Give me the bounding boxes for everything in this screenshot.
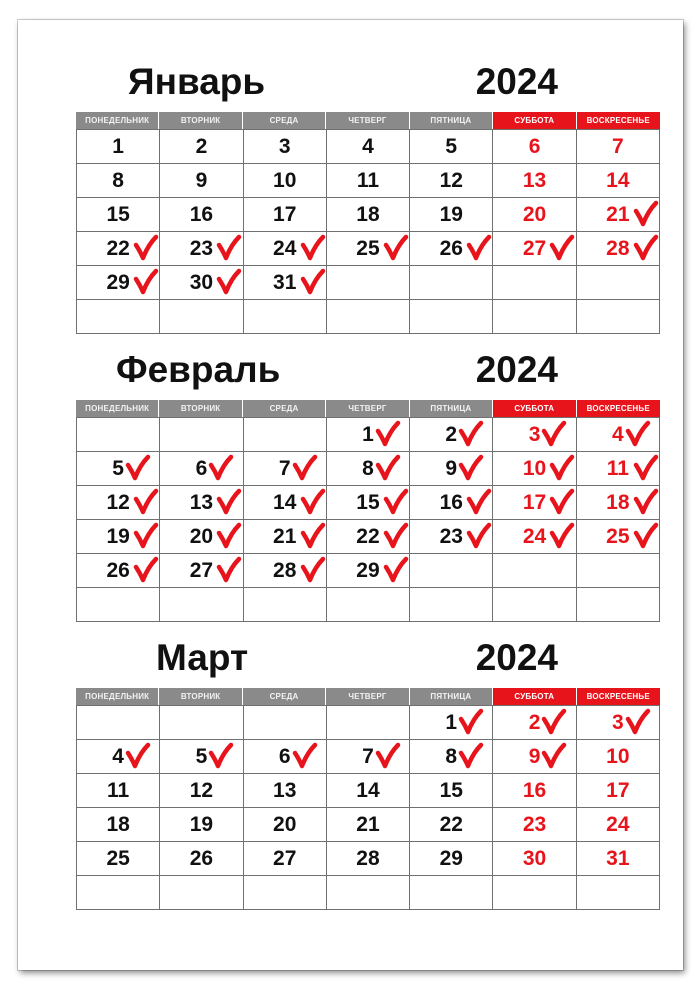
empty-cell (327, 588, 410, 622)
week-row (77, 266, 660, 300)
month-name: Январь (128, 61, 266, 102)
week-row (77, 452, 660, 486)
day-cell[interactable] (327, 520, 410, 554)
weekday-header: ПОНЕДЕЛЬНИК (76, 112, 159, 129)
day-number: 1 (445, 710, 458, 734)
day-number: 8 (445, 744, 458, 768)
day-number: 4 (112, 744, 124, 768)
day-cell[interactable] (77, 554, 160, 588)
day-cell[interactable] (327, 740, 410, 774)
day-number: 10 (606, 744, 630, 768)
day-grid (76, 417, 660, 622)
day-cell[interactable] (410, 706, 493, 740)
day-number: 22 (356, 524, 380, 548)
day-number: 5 (112, 456, 124, 480)
day-cell[interactable] (327, 130, 410, 164)
empty-cell (77, 876, 160, 910)
day-number: 25 (106, 846, 130, 870)
day-cell[interactable] (244, 842, 327, 876)
day-cell[interactable] (493, 130, 576, 164)
empty-cell (493, 266, 576, 300)
weekday-header: ВОСКРЕСЕНЬЕ (577, 112, 660, 129)
empty-cell (244, 418, 327, 452)
empty-cell (577, 554, 660, 588)
day-grid (76, 129, 660, 334)
day-number: 15 (439, 778, 463, 802)
day-number: 9 (528, 744, 541, 768)
day-cell[interactable] (77, 808, 160, 842)
day-number: 9 (445, 456, 458, 480)
month-year: 2024 (475, 637, 558, 678)
day-number: 4 (362, 134, 374, 158)
empty-cell (244, 876, 327, 910)
empty-cell (410, 588, 493, 622)
day-number: 20 (522, 202, 547, 226)
day-number: 26 (439, 236, 463, 260)
day-number: 28 (356, 846, 380, 870)
day-number: 20 (189, 524, 214, 548)
day-cell[interactable] (160, 808, 243, 842)
day-cell[interactable] (327, 418, 410, 452)
weekday-header-row (76, 400, 660, 417)
weekday-header: СРЕДА (243, 112, 326, 129)
day-cell[interactable] (493, 520, 576, 554)
day-cell[interactable] (160, 130, 243, 164)
day-cell[interactable] (77, 232, 160, 266)
day-number: 2 (528, 710, 541, 734)
day-cell[interactable] (244, 554, 327, 588)
empty-cell (493, 300, 576, 334)
weekday-header: СУББОТА (493, 112, 576, 129)
day-cell[interactable] (493, 740, 576, 774)
day-cell[interactable] (244, 164, 327, 198)
day-cell[interactable] (577, 486, 660, 520)
day-cell[interactable] (577, 740, 660, 774)
week-row (77, 842, 660, 876)
weekday-header: ВТОРНИК (159, 112, 242, 129)
day-number: 6 (195, 456, 208, 480)
day-cell[interactable] (410, 198, 493, 232)
week-row (77, 774, 660, 808)
day-cell[interactable] (577, 774, 660, 808)
empty-cell (577, 266, 660, 300)
empty-cell (244, 588, 327, 622)
day-cell[interactable] (244, 520, 327, 554)
day-number: 17 (522, 490, 547, 514)
day-cell[interactable] (577, 706, 660, 740)
weekday-header: ВТОРНИК (159, 400, 242, 417)
day-cell[interactable] (493, 164, 576, 198)
day-number: 15 (356, 490, 380, 514)
day-number: 16 (439, 490, 463, 514)
month-block (76, 636, 660, 910)
day-number: 2 (195, 134, 208, 158)
day-cell[interactable] (410, 808, 493, 842)
day-number: 9 (195, 168, 208, 192)
day-number: 14 (356, 778, 380, 802)
week-row (77, 706, 660, 740)
day-cell[interactable] (410, 164, 493, 198)
day-number: 28 (273, 558, 297, 582)
weekday-header: ПОНЕДЕЛЬНИК (76, 688, 159, 705)
day-number: 25 (606, 524, 630, 548)
day-cell[interactable] (77, 520, 160, 554)
day-number: 23 (189, 236, 214, 260)
day-number: 12 (439, 168, 463, 192)
empty-cell (410, 554, 493, 588)
day-cell[interactable] (244, 130, 327, 164)
weekday-header: ПЯТНИЦА (410, 112, 493, 129)
week-row (77, 588, 660, 622)
week-row (77, 300, 660, 334)
weekday-header: ВТОРНИК (159, 688, 242, 705)
day-cell[interactable] (160, 232, 243, 266)
day-cell[interactable] (410, 232, 493, 266)
day-cell[interactable] (410, 130, 493, 164)
day-cell[interactable] (410, 740, 493, 774)
day-cell[interactable] (577, 452, 660, 486)
day-number: 12 (106, 490, 130, 514)
empty-cell (77, 588, 160, 622)
weekday-header: ЧЕТВЕРГ (326, 688, 409, 705)
day-number: 6 (528, 134, 541, 158)
day-number: 29 (439, 846, 463, 870)
day-cell[interactable] (160, 198, 243, 232)
day-cell[interactable] (244, 808, 327, 842)
weekday-header: ВОСКРЕСЕНЬЕ (577, 400, 660, 417)
day-cell[interactable] (493, 486, 576, 520)
day-number: 14 (606, 168, 630, 192)
day-number: 3 (611, 710, 624, 734)
day-cell[interactable] (160, 164, 243, 198)
day-number: 2 (445, 422, 458, 446)
day-cell[interactable] (577, 808, 660, 842)
day-number: 27 (189, 558, 214, 582)
day-number: 30 (189, 270, 214, 294)
day-cell[interactable] (244, 740, 327, 774)
day-number: 21 (356, 812, 380, 836)
day-number: 22 (439, 812, 463, 836)
day-number: 29 (356, 558, 380, 582)
month-name: Февраль (116, 349, 281, 390)
day-cell[interactable] (327, 808, 410, 842)
day-number: 15 (106, 202, 130, 226)
month-header (76, 60, 660, 112)
day-cell[interactable] (77, 266, 160, 300)
empty-cell (77, 706, 160, 740)
day-number: 10 (522, 456, 547, 480)
day-number: 27 (273, 846, 297, 870)
day-number: 30 (522, 846, 547, 870)
day-cell[interactable] (244, 774, 327, 808)
day-number: 31 (273, 270, 297, 294)
day-cell[interactable] (577, 842, 660, 876)
month-header (76, 636, 660, 688)
day-number: 13 (273, 778, 297, 802)
day-cell[interactable] (327, 232, 410, 266)
day-cell[interactable] (410, 418, 493, 452)
day-number: 18 (106, 812, 130, 836)
day-number: 7 (611, 134, 624, 158)
day-cell[interactable] (244, 198, 327, 232)
day-cell[interactable] (77, 452, 160, 486)
day-cell[interactable] (77, 842, 160, 876)
day-cell[interactable] (77, 198, 160, 232)
day-number: 17 (273, 202, 297, 226)
empty-cell (327, 300, 410, 334)
day-number: 27 (522, 236, 547, 260)
day-number: 18 (606, 490, 630, 514)
empty-cell (327, 876, 410, 910)
day-number: 6 (278, 744, 291, 768)
day-number: 31 (606, 846, 630, 870)
day-cell[interactable] (244, 452, 327, 486)
day-cell[interactable] (410, 452, 493, 486)
day-cell[interactable] (160, 554, 243, 588)
empty-cell (160, 300, 243, 334)
day-number: 18 (356, 202, 380, 226)
day-number: 19 (439, 202, 463, 226)
day-cell[interactable] (160, 842, 243, 876)
day-number: 11 (107, 778, 130, 802)
empty-cell (410, 266, 493, 300)
day-number: 29 (106, 270, 130, 294)
day-cell[interactable] (493, 452, 576, 486)
day-number: 19 (189, 812, 214, 836)
day-cell[interactable] (493, 232, 576, 266)
week-row (77, 876, 660, 910)
week-row (77, 164, 660, 198)
week-row (77, 520, 660, 554)
day-cell[interactable] (160, 486, 243, 520)
month-year: 2024 (475, 349, 558, 390)
day-cell[interactable] (160, 520, 243, 554)
day-cell[interactable] (244, 266, 327, 300)
day-cell[interactable] (77, 164, 160, 198)
day-number: 13 (522, 168, 547, 192)
day-number: 11 (606, 456, 629, 480)
day-cell[interactable] (410, 774, 493, 808)
day-number: 23 (439, 524, 463, 548)
day-number: 7 (278, 456, 291, 480)
weekday-header-row (76, 112, 660, 129)
day-cell[interactable] (327, 554, 410, 588)
day-number: 24 (273, 236, 297, 260)
day-number: 7 (362, 744, 374, 768)
day-grid (76, 705, 660, 910)
weekday-header: ВОСКРЕСЕНЬЕ (577, 688, 660, 705)
week-row (77, 808, 660, 842)
empty-cell (77, 418, 160, 452)
empty-cell (493, 876, 576, 910)
week-row (77, 232, 660, 266)
weekday-header: ПОНЕДЕЛЬНИК (76, 400, 159, 417)
day-cell[interactable] (410, 842, 493, 876)
calendar-sheet (18, 20, 683, 970)
day-number: 21 (606, 202, 630, 226)
day-cell[interactable] (160, 740, 243, 774)
day-cell[interactable] (244, 232, 327, 266)
weekday-header: СРЕДА (243, 400, 326, 417)
empty-cell (410, 300, 493, 334)
day-number: 20 (273, 812, 297, 836)
empty-cell (77, 300, 160, 334)
day-cell[interactable] (327, 774, 410, 808)
weekday-header: СУББОТА (493, 688, 576, 705)
day-cell[interactable] (327, 842, 410, 876)
weekday-header: ЧЕТВЕРГ (326, 112, 409, 129)
day-cell[interactable] (493, 774, 576, 808)
empty-cell (160, 588, 243, 622)
day-cell[interactable] (493, 808, 576, 842)
day-cell[interactable] (160, 774, 243, 808)
empty-cell (327, 706, 410, 740)
day-cell[interactable] (493, 706, 576, 740)
week-row (77, 130, 660, 164)
empty-cell (493, 554, 576, 588)
day-number: 5 (445, 134, 458, 158)
day-number: 12 (189, 778, 214, 802)
day-number: 17 (606, 778, 630, 802)
month-header (76, 348, 660, 400)
weekday-header: СРЕДА (243, 688, 326, 705)
day-cell[interactable] (577, 164, 660, 198)
week-row (77, 554, 660, 588)
day-cell[interactable] (327, 198, 410, 232)
day-number: 24 (606, 812, 630, 836)
empty-cell (577, 300, 660, 334)
empty-cell (244, 300, 327, 334)
day-number: 1 (112, 134, 124, 158)
empty-cell (244, 706, 327, 740)
day-cell[interactable] (493, 418, 576, 452)
day-number: 13 (189, 490, 214, 514)
month-year: 2024 (475, 61, 558, 102)
day-number: 3 (278, 134, 291, 158)
day-number: 26 (189, 846, 214, 870)
day-cell[interactable] (577, 198, 660, 232)
day-number: 22 (106, 236, 130, 260)
day-number: 8 (362, 456, 374, 480)
month-block (76, 60, 660, 334)
day-number: 24 (522, 524, 547, 548)
day-cell[interactable] (493, 198, 576, 232)
day-cell[interactable] (577, 418, 660, 452)
day-number: 5 (195, 744, 208, 768)
weekday-header: ПЯТНИЦА (410, 688, 493, 705)
week-row (77, 198, 660, 232)
day-cell[interactable] (77, 740, 160, 774)
day-cell[interactable] (410, 486, 493, 520)
day-cell[interactable] (577, 130, 660, 164)
day-cell[interactable] (160, 452, 243, 486)
day-number: 8 (112, 168, 124, 192)
empty-cell (160, 706, 243, 740)
day-cell[interactable] (244, 486, 327, 520)
day-cell[interactable] (577, 520, 660, 554)
day-cell[interactable] (327, 452, 410, 486)
empty-cell (493, 588, 576, 622)
day-cell[interactable] (577, 232, 660, 266)
day-number: 21 (273, 524, 297, 548)
day-number: 14 (273, 490, 297, 514)
empty-cell (577, 876, 660, 910)
empty-cell (160, 418, 243, 452)
weekday-header: СУББОТА (493, 400, 576, 417)
day-cell[interactable] (77, 486, 160, 520)
empty-cell (327, 266, 410, 300)
month-block (76, 348, 660, 622)
day-number: 28 (606, 236, 630, 260)
month-name: Март (156, 637, 249, 678)
day-number: 16 (189, 202, 214, 226)
day-cell[interactable] (77, 774, 160, 808)
day-cell[interactable] (493, 842, 576, 876)
day-number: 11 (356, 168, 380, 192)
day-cell[interactable] (327, 486, 410, 520)
day-number: 26 (106, 558, 130, 582)
day-number: 19 (106, 524, 130, 548)
day-number: 1 (362, 422, 374, 446)
day-number: 3 (528, 422, 541, 446)
day-cell[interactable] (160, 266, 243, 300)
day-number: 23 (522, 812, 547, 836)
day-cell[interactable] (327, 164, 410, 198)
empty-cell (410, 876, 493, 910)
week-row (77, 486, 660, 520)
day-number: 16 (522, 778, 547, 802)
weekday-header: ЧЕТВЕРГ (326, 400, 409, 417)
day-number: 25 (356, 236, 380, 260)
week-row (77, 740, 660, 774)
empty-cell (577, 588, 660, 622)
weekday-header: ПЯТНИЦА (410, 400, 493, 417)
week-row (77, 418, 660, 452)
day-cell[interactable] (410, 520, 493, 554)
day-cell[interactable] (77, 130, 160, 164)
empty-cell (160, 876, 243, 910)
weekday-header-row (76, 688, 660, 705)
day-number: 10 (273, 168, 297, 192)
day-number: 4 (611, 422, 624, 446)
